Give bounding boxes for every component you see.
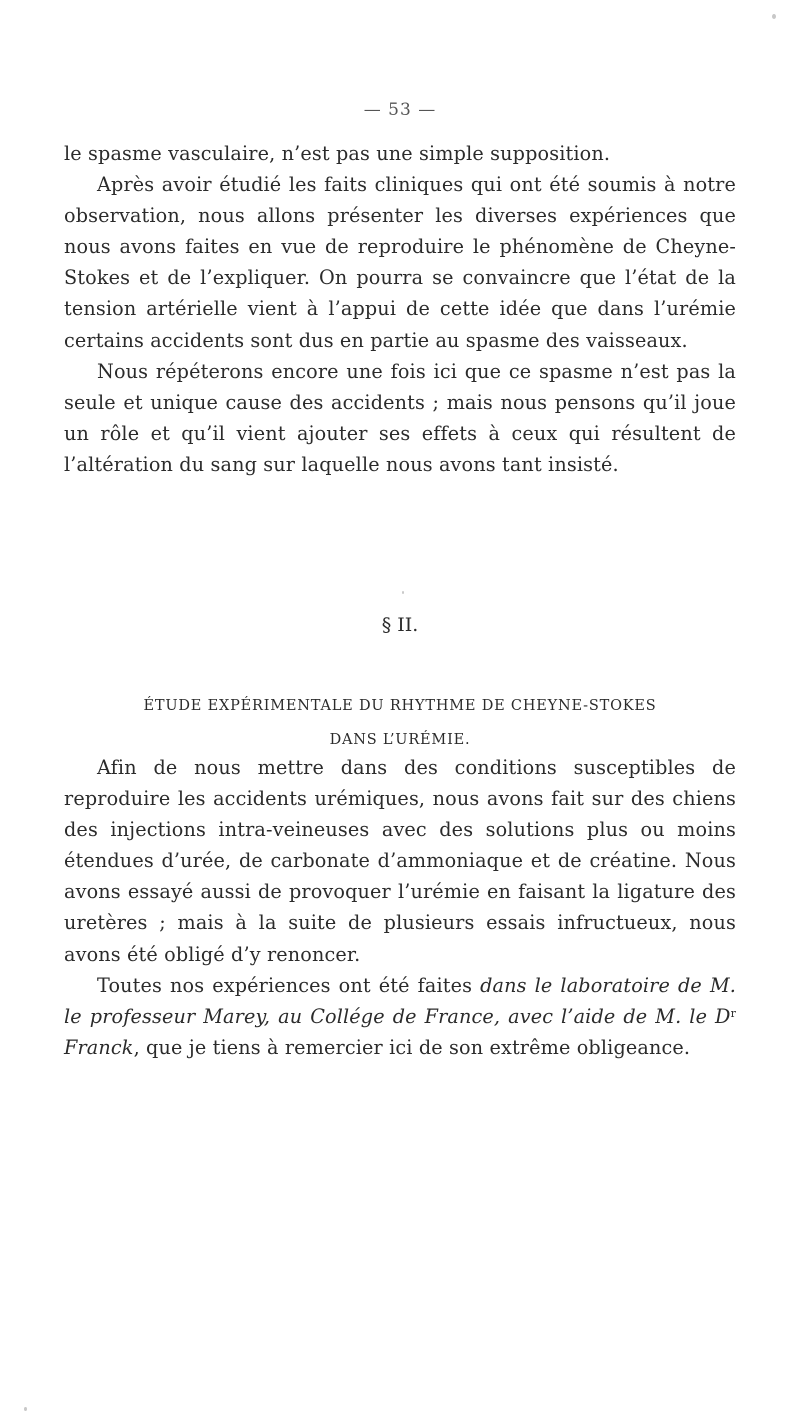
section-title-line-2: DANS L’URÉMIE. <box>329 732 471 748</box>
text-block-bottom <box>64 752 736 1063</box>
paper-speck <box>402 591 404 594</box>
doctor-superscript: r <box>730 1006 736 1020</box>
laboratory-text-start: Toutes nos expériences ont été faites <box>97 973 481 997</box>
paragraph-spasm-cause: Nous répéterons encore une fois ici que ce spasme n’est pas la seule et unique cause des accidents ; mais nous pensons qu’il joue un rôle et qu’il vient ajouter ses effets à ceux qui résultent de l’altération du sang sur laquelle nous avons tant insisté. <box>64 359 736 476</box>
paragraph-uremic-conditions: Afin de nous mettre dans des conditions susceptibles de reproduire les accidents urémiques, nous avons fait sur des chiens des injections intra-veineuses avec des solutions plus ou moins étendues d’urée, de carbonate d’ammoniaque et de créatine. Nous avons essayé aussi de provoquer l’urémie en faisant la ligature des uretères ; mais à la suite de plusieurs essais infructueux, nous avons été obligé d’y renoncer. <box>64 756 736 966</box>
paragraph-continuation: le spasme vasculaire, n’est pas une simple supposition. <box>64 142 611 165</box>
paper-speck <box>772 14 776 19</box>
laboratory-text-end: , que je tiens à remercier ici de son extrême obligeance. <box>133 1035 691 1059</box>
section-title <box>0 689 800 757</box>
paper-speck <box>24 1407 27 1411</box>
section-mark: § II. <box>381 614 419 636</box>
page-number: — 53 — <box>363 100 437 120</box>
text-block-top <box>64 138 736 480</box>
paragraph-laboratory <box>64 970 736 1063</box>
section-title-line-1: ÉTUDE EXPÉRIMENTALE DU RHYTHME DE CHEYNE-STOKES <box>143 698 657 714</box>
laboratory-italic-text: dans le laboratoire de M. le professeur Marey, au Collége de France, avec l’aide de M. le D <box>64 973 736 1028</box>
paragraph-experiments-intro: Après avoir étudié les faits cliniques qui ont été soumis à notre observation, nous allons présenter les diverses expériences que nous avons faites en vue de reproduire le phénomène de Cheyne-Stokes et de l’expliquer. On pourra se convaincre que l’état de la tension artérielle vient à l’appui de cette idée que dans l’urémie certains accidents sont dus en partie au spasme des vaisseaux. <box>64 173 736 352</box>
franck-italic-name: Franck <box>64 1035 134 1059</box>
